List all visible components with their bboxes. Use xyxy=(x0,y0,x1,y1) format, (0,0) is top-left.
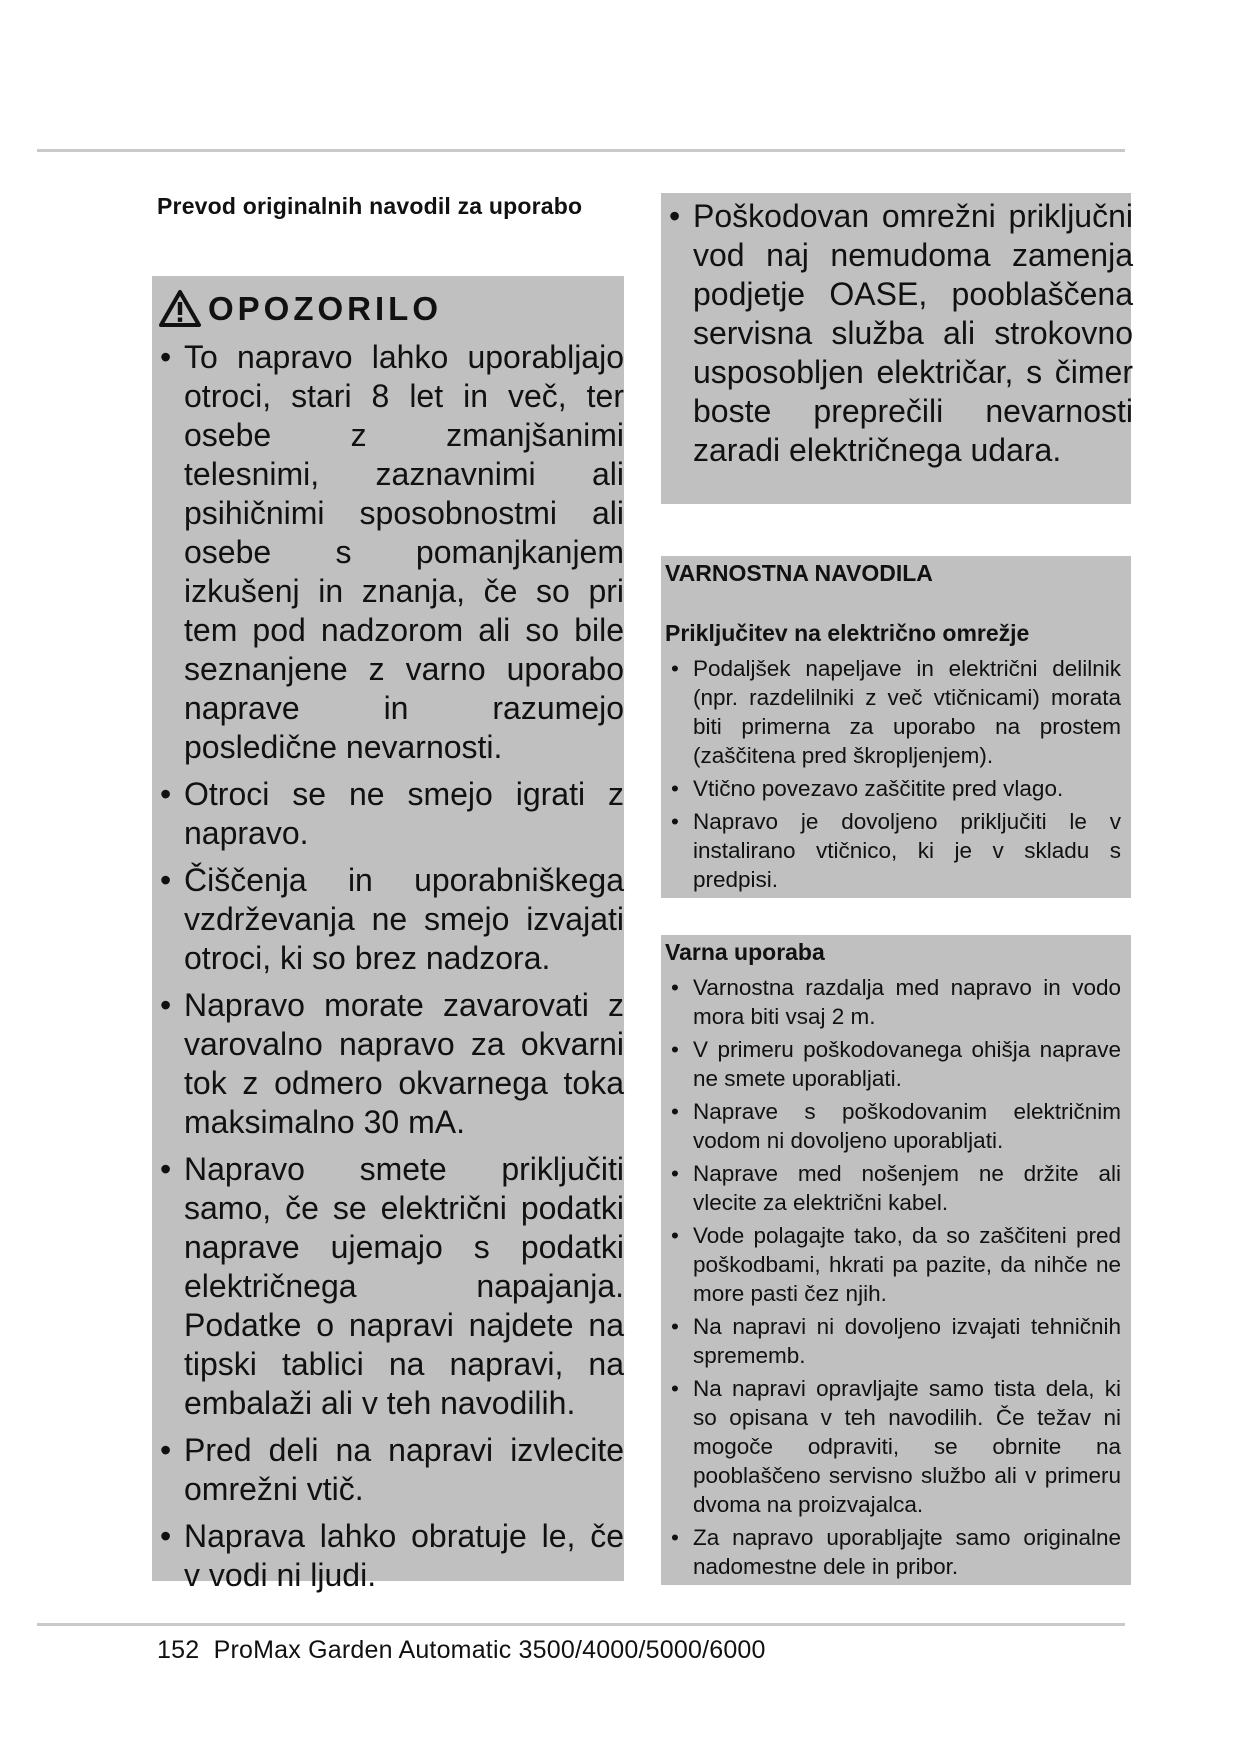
list-item: • Napravo morate zavarovati z varovalno napravo za okvarni tok z odmero okvarnega toka maksimalno 30 mA. xyxy=(158,986,624,1142)
safety-title: VARNOSTNA NAVODILA xyxy=(665,560,933,586)
page-footer xyxy=(157,1636,766,1665)
warning-title: OPOZORILO xyxy=(208,290,442,327)
page-number: 152 xyxy=(157,1636,200,1664)
safety-subtitle: Priključitev na električno omrežje xyxy=(665,620,1030,646)
list-item: • Za napravo uporabljajte samo originalne nadomestne dele in pribor. xyxy=(665,1523,1121,1581)
usage-list xyxy=(665,973,1125,1581)
list-item: • Vtično povezavo zaščitite pred vlago. xyxy=(665,774,1121,803)
warning-continuation-box xyxy=(661,193,1131,504)
warning-triangle-icon xyxy=(158,289,202,329)
safety-list xyxy=(665,654,1125,894)
list-item: • Napravo je dovoljeno priključiti le v instalirano vtičnico, ki je v skladu s predpisi. xyxy=(665,807,1121,894)
warning-header xyxy=(158,284,614,334)
list-item: • Naprava lahko obratuje le, če v vodi ni ljudi. xyxy=(158,1517,624,1595)
warning-box xyxy=(152,276,624,1593)
list-item: • Varnostna razdalja med napravo in vodo mora biti vsaj 2 m. xyxy=(665,973,1121,1031)
list-item: • Pred deli na napravi izvlecite omrežni vtič. xyxy=(158,1431,624,1509)
list-item: • Čiščenja in uporabniškega vzdrževanja ne smejo izvajati otroci, ki so brez nadzora. xyxy=(158,861,624,978)
list-item: • To napravo lahko uporabljajo otroci, stari 8 let in več, ter osebe z zmanjšanimi telesnimi, zaznavnimi ali psihičnimi sposobnostmi ali osebe s pomanjkanjem izkušenj in znanja, če so pri tem pod nadzorom ali so bile seznanjene z varno uporabo naprave in razumejo posledične nevarnosti. xyxy=(158,338,624,767)
top-divider xyxy=(37,149,1125,152)
list-item: • Naprave s poškodovanim električnim vodom ni dovoljeno uporabljati. xyxy=(665,1097,1121,1155)
list-item: • Naprave med nošenjem ne držite ali vlecite za električni kabel. xyxy=(665,1159,1121,1217)
bottom-divider xyxy=(37,1623,1125,1626)
list-item: • Napravo smete priključiti samo, če se električni podatki naprave ujemajo s podatki električnega napajanja. Podatke o napravi najdete na tipski tablici na napravi, na embalaži ali v teh navodilih. xyxy=(158,1150,624,1423)
list-item: • Vode polagajte tako, da so zaščiteni pred poškodbami, hkrati pa pazite, da nihče ne more pasti čez njih. xyxy=(665,1221,1121,1308)
list-item: • Otroci se ne smejo igrati z napravo. xyxy=(158,775,624,853)
list-item: • Podaljšek napeljave in električni delilnik (npr. razdelilniki z več vtičnicami) morata biti primerna za uporabo na prostem (zaščitena pred škropljenjem). xyxy=(665,654,1121,770)
product-name: ProMax Garden Automatic 3500/4000/5000/6000 xyxy=(213,1636,766,1664)
safety-instructions-box xyxy=(661,556,1131,898)
warning-continuation-list xyxy=(667,197,1133,470)
warning-list xyxy=(158,338,624,1595)
safe-usage-box xyxy=(661,935,1131,1585)
document-heading: Prevod originalnih navodil za uporabo xyxy=(157,193,583,219)
usage-title: Varna uporaba xyxy=(665,939,825,965)
list-item: • Na napravi ni dovoljeno izvajati tehničnih sprememb. xyxy=(665,1312,1121,1370)
list-item: • Na napravi opravljajte samo tista dela, ki so opisana v teh navodilih. Če težav ni mogoče odpraviti, se obrnite na pooblaščeno servisno službo ali v primeru dvoma na proizvajalca. xyxy=(665,1374,1121,1519)
list-item: • V primeru poškodovanega ohišja naprave ne smete uporabljati. xyxy=(665,1035,1121,1093)
list-item: • Poškodovan omrežni priključni vod naj nemudoma zamenja podjetje OASE, pooblaščena servisna služba ali strokovno usposobljen električar, s čimer boste preprečili nevarnosti zaradi električnega udara. xyxy=(667,197,1133,470)
